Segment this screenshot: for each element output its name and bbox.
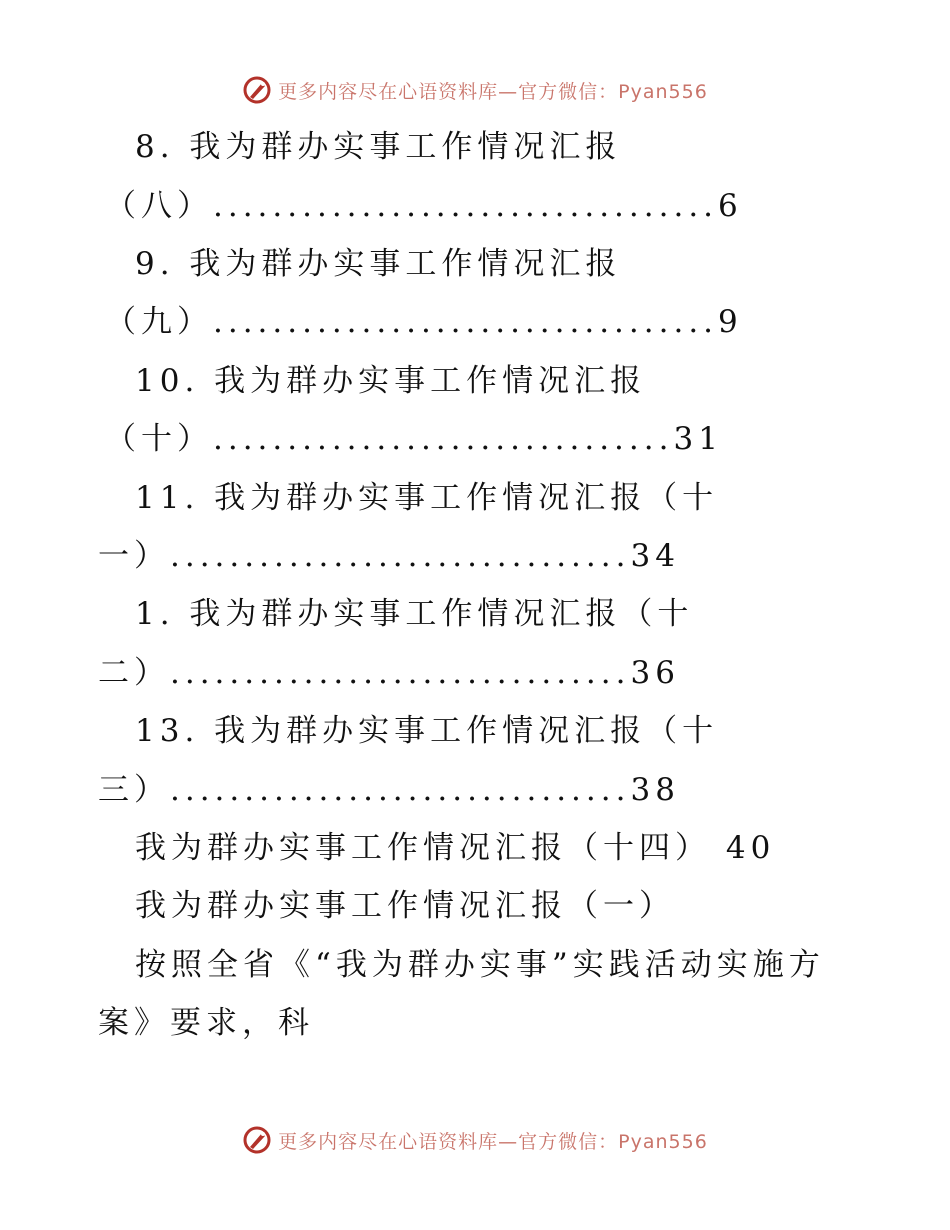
toc-entry-11-leader: 一）...............................34 [98, 538, 680, 574]
watermark-text: 更多内容尽在心语资料库—官方微信：Pyan556 [278, 80, 708, 103]
toc-entry-9-leader: （九）..................................9 [105, 304, 743, 340]
toc-entry-11-title: 11. 我为群办实事工作情况汇报（十 [135, 480, 719, 516]
toc-entry-9-title: 9. 我为群办实事工作情况汇报 [135, 246, 622, 282]
toc-entry-10-title: 10. 我为群办实事工作情况汇报 [135, 363, 647, 399]
pen-logo-icon [242, 1125, 272, 1155]
toc-entry-14: 我为群办实事工作情况汇报（十四） 40 [135, 830, 776, 866]
paragraph-line-1: 按照全省《“我为群办实事”实践活动实施方 [135, 947, 825, 983]
toc-entry-12-leader: 二）...............................36 [98, 655, 680, 691]
toc-entry-13-leader: 三）...............................38 [98, 772, 680, 808]
toc-entry-12-title: 1. 我为群办实事工作情况汇报（十 [135, 596, 694, 632]
section-heading: 我为群办实事工作情况汇报（一） [135, 888, 675, 924]
pen-logo-icon [242, 75, 272, 105]
header-watermark-banner [0, 70, 950, 110]
toc-entry-8-title: 8. 我为群办实事工作情况汇报 [135, 129, 622, 165]
watermark-text: 更多内容尽在心语资料库—官方微信：Pyan556 [278, 1130, 708, 1153]
toc-entry-13-title: 13. 我为群办实事工作情况汇报（十 [135, 713, 719, 749]
paragraph-line-2: 案》要求，科 [98, 1005, 314, 1041]
footer-watermark-banner [0, 1120, 950, 1160]
toc-entry-10-leader: （十）...............................31 [105, 421, 723, 457]
toc-entry-8-leader: （八）..................................6 [105, 188, 743, 224]
